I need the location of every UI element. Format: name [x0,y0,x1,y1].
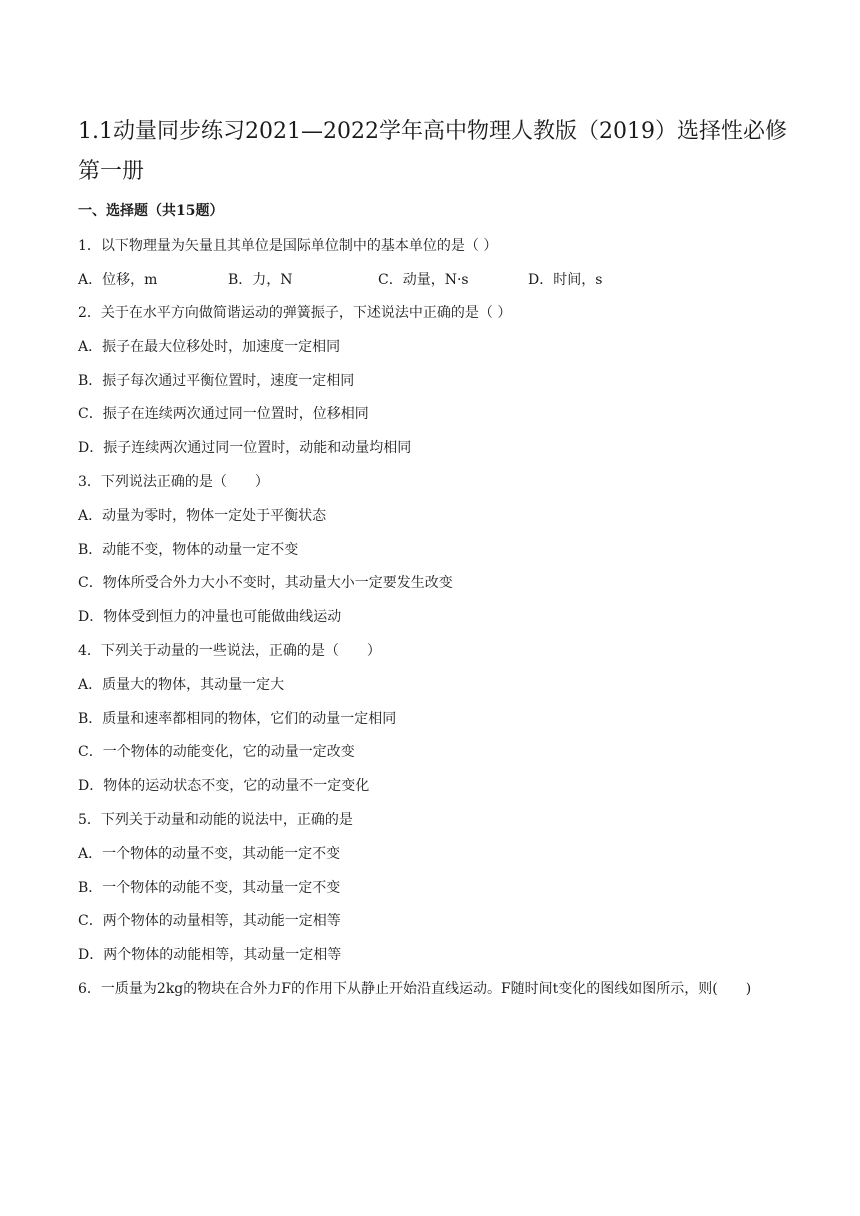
question-5-option-a: A．一个物体的动量不变，其动能一定不变 [78,846,341,862]
question-1-option-b: B．力，N [228,272,293,288]
question-3-option-c: C．物体所受合外力大小不变时，其动量大小一定要发生改变 [78,575,453,591]
question-2-option-a: A．振子在最大位移处时，加速度一定相同 [78,339,341,355]
question-3-option-d: D．物体受到恒力的冲量也可能做曲线运动 [78,609,342,625]
question-1-options [78,270,778,290]
question-2-stem: 2．关于在水平方向做简谐运动的弹簧振子，下述说法中正确的是（ ） [78,305,512,321]
question-5-option-c: C．两个物体的动量相等，其动能一定相等 [78,913,341,929]
question-2-option-d: D．振子连续两次通过同一位置时，动能和动量均相同 [78,440,412,456]
section-heading: 一、选择题（共15题） [78,203,224,219]
question-5-option-b: B．一个物体的动能不变，其动量一定不变 [78,880,341,896]
question-2-option-b: B．振子每次通过平衡位置时，速度一定相同 [78,373,355,389]
question-1-option-a: A．位移，m [78,272,158,288]
question-4-option-d: D．物体的运动状态不变，它的动量不一定变化 [78,778,370,794]
question-1-option-d: D．时间，s [528,272,603,288]
question-5-option-d: D．两个物体的动能相等，其动量一定相等 [78,947,342,963]
question-3-stem: 3．下列说法正确的是（ ） [78,474,269,490]
question-4-option-c: C．一个物体的动能变化，它的动量一定改变 [78,744,355,760]
document-title: 1.1动量同步练习2021—2022学年高中物理人教版（2019）选择性必修第一册 [78,119,787,184]
question-4-option-a: A．质量大的物体，其动量一定大 [78,677,285,693]
question-4-stem: 4．下列关于动量的一些说法，正确的是（ ） [78,643,381,659]
question-1-option-c: C．动量，N·s [378,272,469,288]
question-3-option-b: B．动能不变，物体的动量一定不变 [78,542,299,558]
question-2-option-c: C．振子在连续两次通过同一位置时，位移相同 [78,406,369,422]
question-4-option-b: B．质量和速率都相同的物体，它们的动量一定相同 [78,711,397,727]
question-6-stem: 6．一质量为2kg的物块在合外力F的作用下从静止开始沿直线运动。F随时间t变化的图线如图所示，则( ) [78,981,752,997]
question-3-option-a: A．动量为零时，物体一定处于平衡状态 [78,508,327,524]
question-5-stem: 5．下列关于动量和动能的说法中，正确的是 [78,812,353,828]
question-1-stem: 1．以下物理量为矢量且其单位是国际单位制中的基本单位的是（ ） [78,238,498,254]
